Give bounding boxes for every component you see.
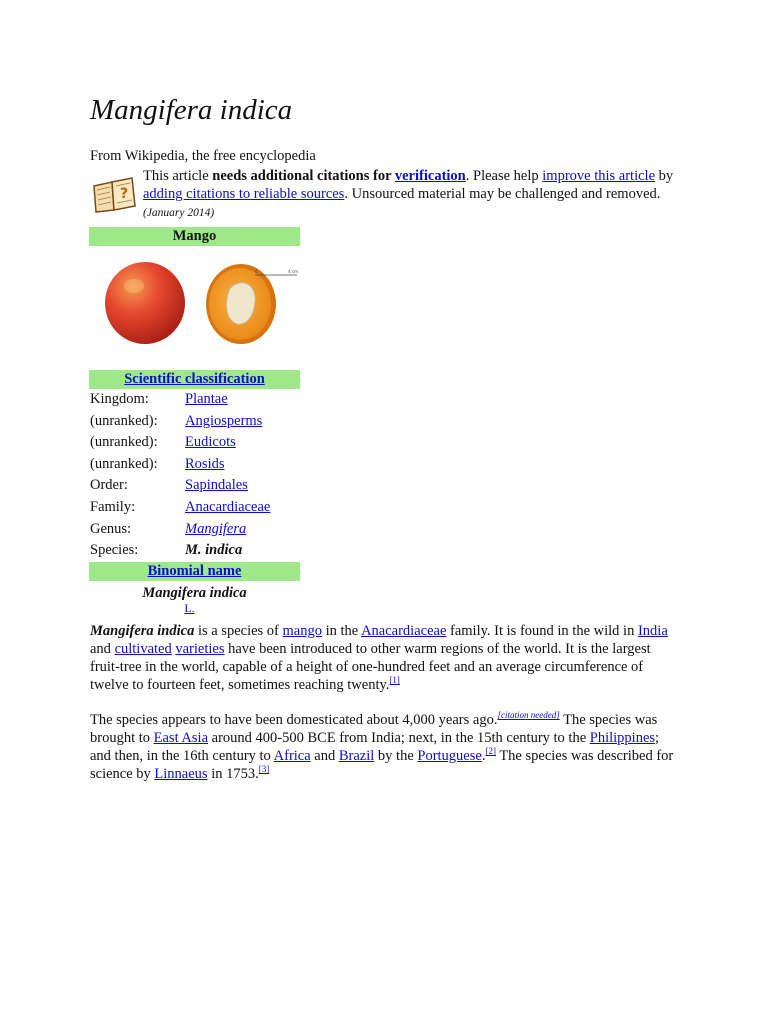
notice-text: . Unsourced material may be challenged and removed. (344, 186, 661, 202)
taxon-row (89, 454, 300, 476)
svg-text:?: ? (119, 186, 129, 202)
varieties-link[interactable]: varieties (175, 641, 225, 657)
taxon-link[interactable]: Angiosperms (185, 412, 263, 429)
linnaeus-author-link[interactable]: L. (184, 600, 195, 615)
citation-notice (143, 167, 703, 222)
india-link[interactable]: India (637, 623, 668, 639)
mango-fruit-image (89, 246, 300, 352)
notice-text: by (655, 168, 674, 184)
taxon-link[interactable]: Sapindales (185, 477, 248, 494)
paragraph-text: around 400-500 BCE from India; next, in the 15th century to the (208, 730, 590, 746)
improve-article-link[interactable]: improve this article (542, 168, 656, 184)
taxon-link[interactable]: Plantae (185, 391, 228, 407)
taxon-rank: Order: (90, 477, 128, 494)
paragraph-text: . (481, 748, 486, 764)
taxobox-header: Mango (89, 227, 300, 246)
taxobox (89, 227, 300, 616)
anacardiaceae-link[interactable]: Anacardiaceae (361, 623, 447, 639)
paragraph-text: by the (374, 748, 418, 764)
citation-needed-link[interactable]: [citation needed] (497, 710, 560, 720)
paragraph-text: and (90, 641, 115, 657)
taxon-rank: (unranked): (90, 434, 158, 451)
taxon-link[interactable]: Eudicots (185, 434, 236, 451)
notice-date: (January 2014) (143, 207, 215, 219)
taxon-row (89, 497, 300, 519)
portuguese-link[interactable]: Portuguese (417, 748, 482, 764)
scientific-classification-header (89, 370, 300, 389)
brazil-link[interactable]: Brazil (338, 748, 375, 764)
cultivated-link[interactable]: cultivated (114, 641, 172, 657)
east-asia-link[interactable]: East Asia (153, 730, 209, 746)
binomial-authority (89, 601, 300, 616)
linnaeus-link[interactable]: Linnaeus (154, 766, 208, 782)
history-paragraph (90, 711, 680, 783)
taxon-row (89, 432, 300, 454)
philippines-link[interactable]: Philippines (589, 730, 656, 746)
paragraph-text: in 1753. (207, 766, 259, 782)
reference-1-link[interactable]: [1] (389, 675, 400, 685)
adding-citations-link[interactable]: adding citations to reliable sources (143, 186, 345, 202)
paragraph-text: The species was brought to (90, 712, 658, 746)
taxon-rank: (unranked): (90, 455, 158, 472)
taxon-rank: Kingdom: (90, 391, 149, 407)
species-value: M. indica (185, 542, 243, 559)
paragraph-text: in the (321, 623, 362, 639)
intro-paragraph (90, 622, 680, 694)
reference-2-link[interactable]: [2] (485, 746, 496, 756)
taxon-link[interactable]: Rosids (185, 455, 225, 472)
africa-link[interactable]: Africa (273, 748, 311, 764)
species-name-bold: Mangifera indica (90, 623, 195, 639)
taxon-row (89, 389, 300, 411)
taxon-link[interactable]: Mangifera (185, 520, 247, 537)
paragraph-text: The species was described for science by (90, 748, 674, 782)
paragraph-text: is a species of (194, 623, 283, 639)
notice-emphasis: needs additional citations for (212, 168, 395, 184)
binomial-name-link[interactable]: Binomial name (147, 562, 242, 579)
taxon-rank: Family: (90, 498, 136, 515)
notice-text: . Please help (465, 168, 543, 184)
book-question-icon (90, 172, 138, 214)
mango-link[interactable]: mango (282, 623, 322, 639)
notice-text: This article (143, 168, 213, 184)
taxon-row (89, 519, 300, 541)
paragraph-text: have been introduced to other warm regions of the world. It is the largest fruit-tree in the world, capable of a height of one-hundred feet and an average circumference of twelve to fourteen feet, sometimes reaching twenty. (90, 641, 651, 693)
binomial-name: Mangifera indica (142, 584, 247, 601)
mango-images (89, 246, 300, 352)
taxon-row (89, 540, 300, 562)
paragraph-text: family. It is found in the wild in (446, 623, 638, 639)
taxon-rank: (unranked): (90, 412, 158, 429)
scientific-classification-link[interactable]: Scientific classification (124, 371, 265, 387)
paragraph-text: ; and then, in the 16th century to (90, 730, 660, 764)
scale-label-start: 0 (255, 269, 258, 274)
taxon-link[interactable]: Anacardiaceae (185, 498, 271, 515)
page-title: Mangifera indica (90, 94, 293, 126)
verification-link[interactable]: verification (394, 168, 466, 184)
reference-3-link[interactable]: [3] (258, 764, 270, 774)
paragraph-text: The species appears to have been domesticated about 4,000 years ago. (90, 712, 498, 728)
taxon-row (89, 475, 300, 497)
paragraph-text: and (310, 748, 339, 764)
scale-label-end: 4 cm (288, 269, 298, 274)
taxon-row (89, 411, 300, 433)
taxon-rank: Genus: (90, 520, 132, 537)
page-subtitle: From Wikipedia, the free encyclopedia (90, 148, 316, 164)
taxon-rank: Species: (90, 542, 139, 559)
binomial-name-header (89, 562, 300, 581)
